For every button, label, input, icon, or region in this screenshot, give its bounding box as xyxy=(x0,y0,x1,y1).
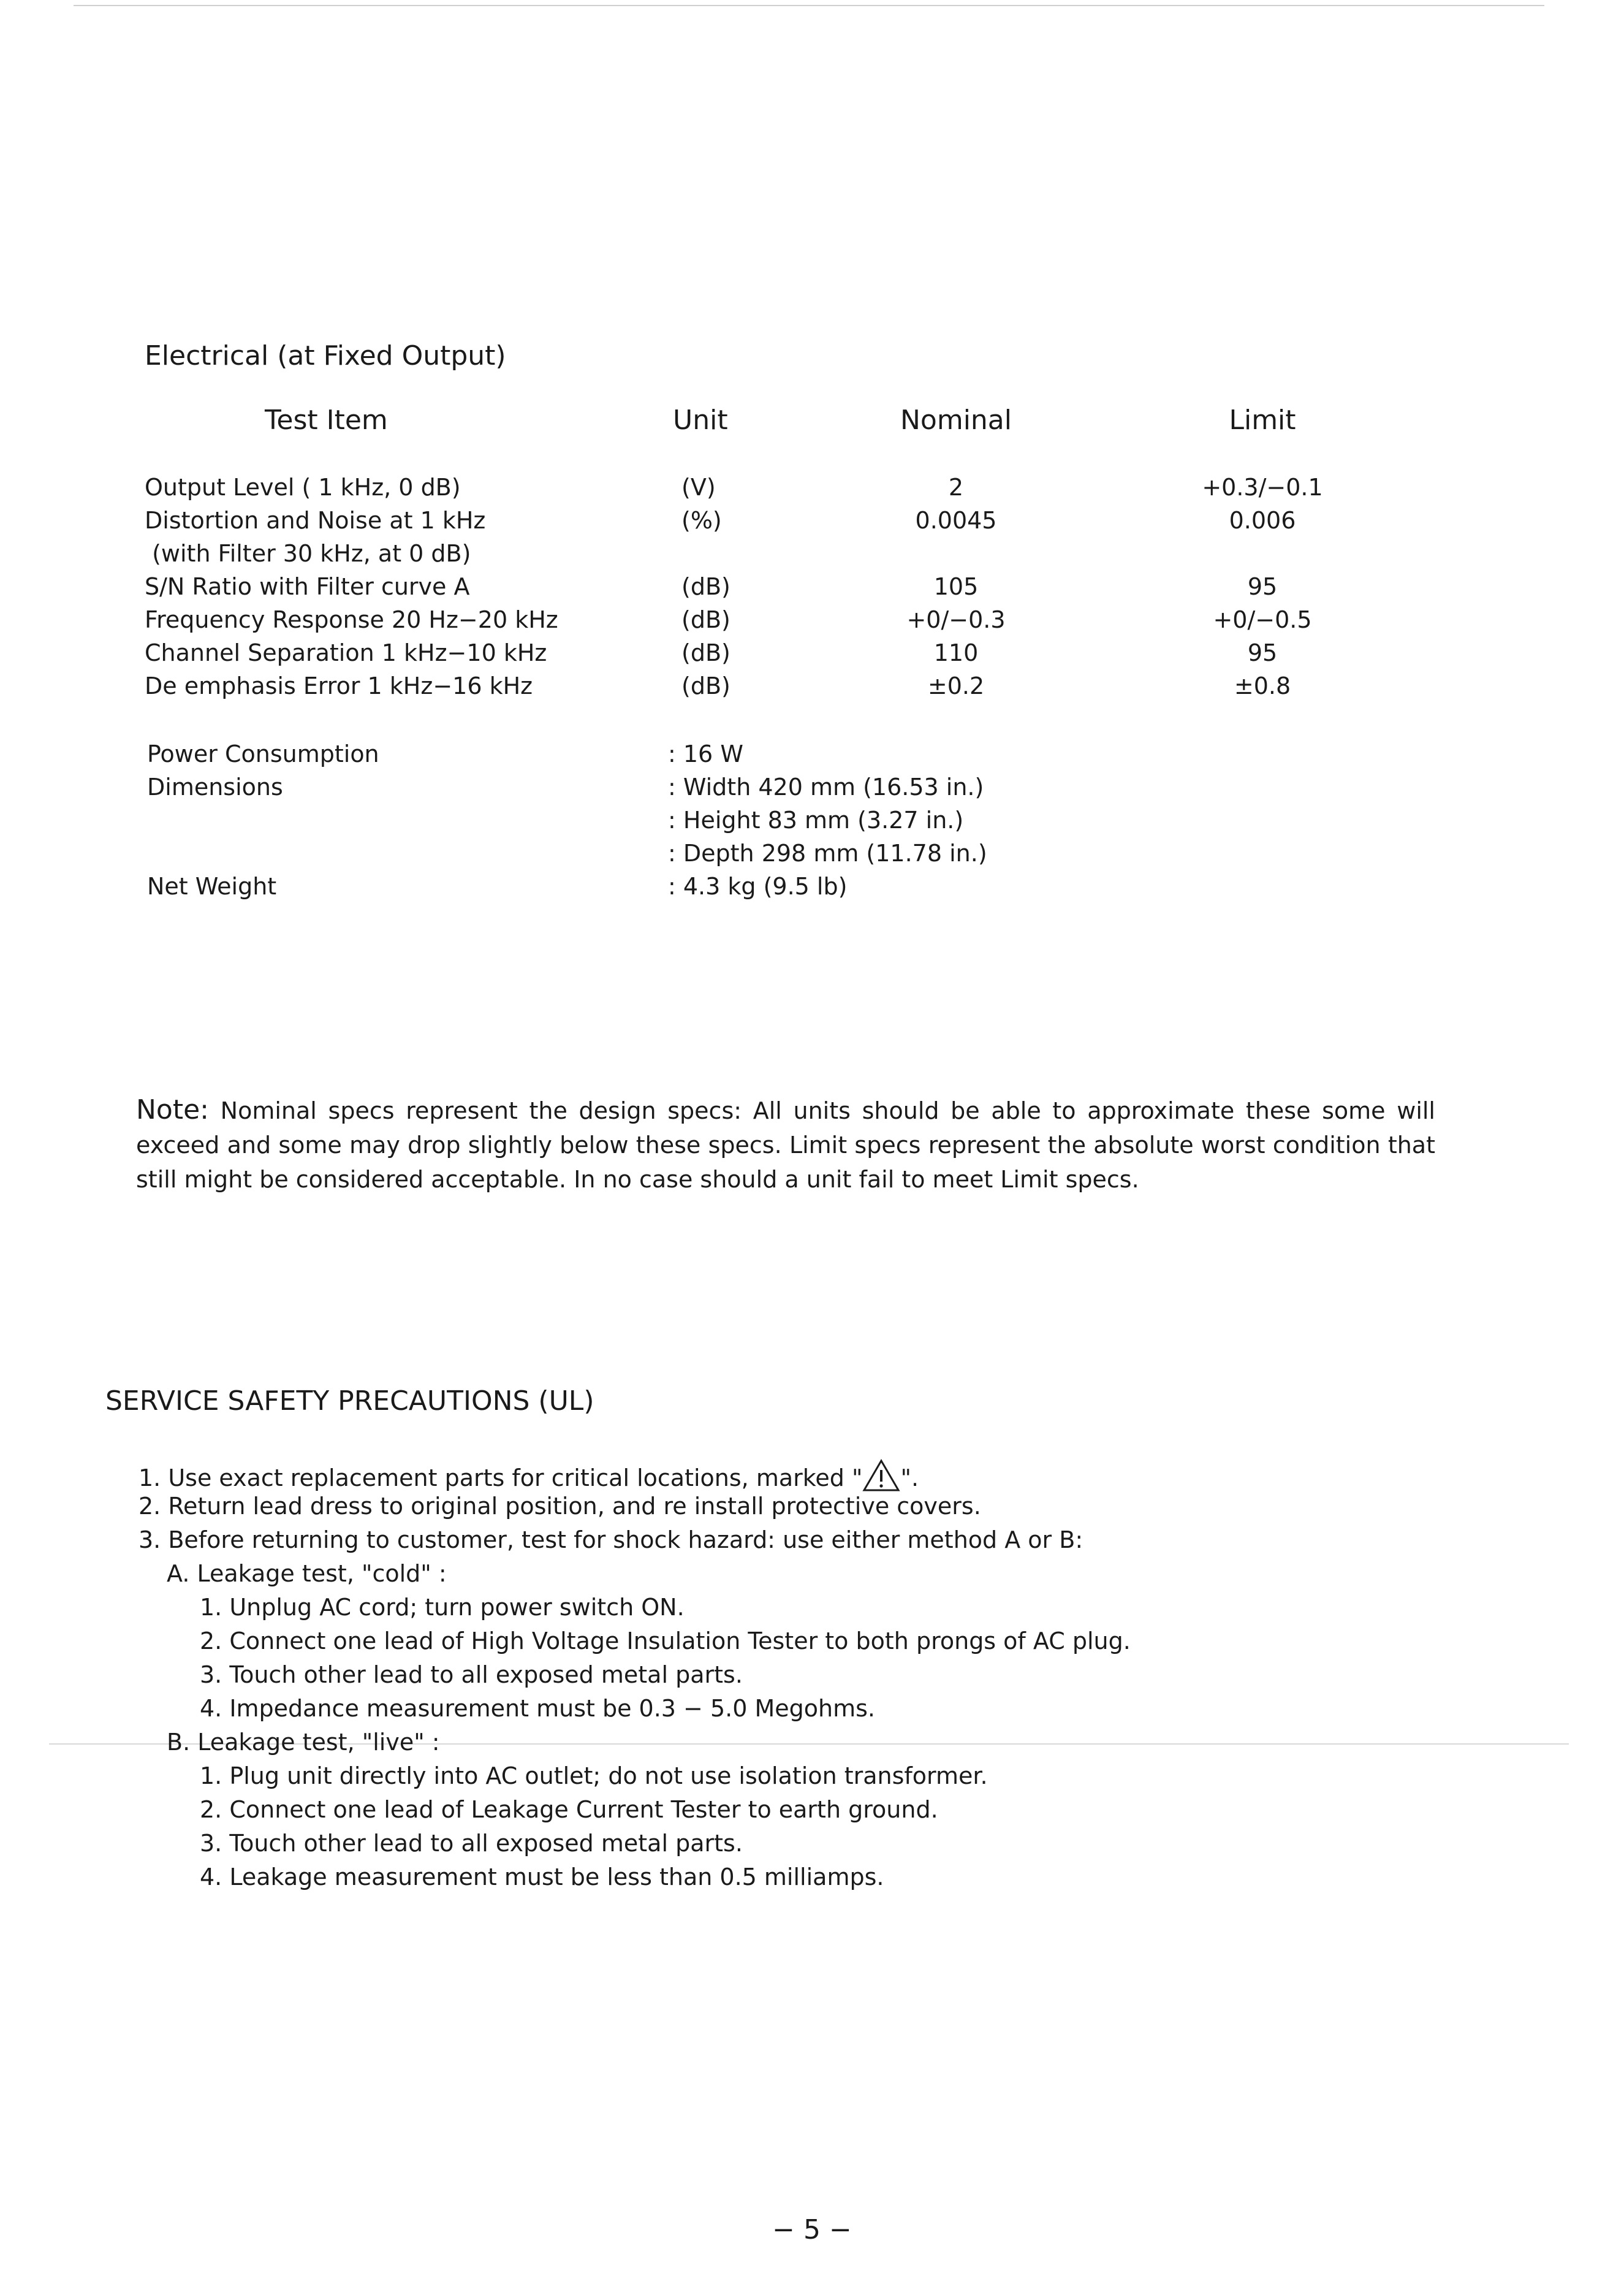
row-unit: (%) xyxy=(681,507,722,534)
row-item: Frequency Response 20 Hz−20 kHz xyxy=(145,606,558,633)
method-b-title: B. Leakage test, "live" : xyxy=(167,1729,440,1756)
table-row xyxy=(0,606,1624,639)
row-nominal: 110 xyxy=(933,639,979,666)
row-nominal: ±0.2 xyxy=(927,672,985,699)
row-limit: +0/−0.5 xyxy=(1213,606,1312,633)
table-row xyxy=(0,507,1624,540)
electrical-heading: Electrical (at Fixed Output) xyxy=(145,340,506,371)
row-nominal: 105 xyxy=(933,573,979,600)
power-consumption-row xyxy=(0,741,1624,774)
scan-edge-line xyxy=(74,5,1544,6)
power-label: Power Consumption xyxy=(147,741,379,767)
row-limit: +0.3/−0.1 xyxy=(1202,474,1323,501)
method-a-title: A. Leakage test, "cold" : xyxy=(167,1560,447,1587)
row-nominal: +0/−0.3 xyxy=(906,606,1006,633)
row-unit: (dB) xyxy=(681,672,730,699)
dimensions-label: Dimensions xyxy=(147,774,283,801)
method-b-step: 2. Connect one lead of Leakage Current Tester to earth ground. xyxy=(200,1796,938,1823)
row-limit: ±0.8 xyxy=(1234,672,1291,699)
row-nominal: 0.0045 xyxy=(915,507,997,534)
width-value: : Width 420 mm (16.53 in.) xyxy=(668,774,984,801)
safety-item-1 xyxy=(138,1459,919,1492)
power-value: : 16 W xyxy=(668,741,743,767)
method-b-step: 4. Leakage measurement must be less than 0.5 milliamps. xyxy=(200,1864,884,1890)
row-item: (with Filter 30 kHz, at 0 dB) xyxy=(145,540,471,567)
row-limit: 0.006 xyxy=(1229,507,1296,534)
row-nominal: 2 xyxy=(948,474,964,501)
row-limit: 95 xyxy=(1247,639,1278,666)
safety-heading: SERVICE SAFETY PRECAUTIONS (UL) xyxy=(105,1385,594,1417)
row-item: Distortion and Noise at 1 kHz xyxy=(145,507,486,534)
safety-item-1-text: 1. Use exact replacement parts for critical locations, marked " xyxy=(138,1464,863,1491)
row-unit: (dB) xyxy=(681,639,730,666)
column-unit: Unit xyxy=(673,405,728,436)
row-unit: (dB) xyxy=(681,606,730,633)
method-a-step: 1. Unplug AC cord; turn power switch ON. xyxy=(200,1594,685,1621)
table-row xyxy=(0,672,1624,706)
table-row xyxy=(0,540,1624,573)
net-weight-row xyxy=(0,873,1624,906)
row-limit: 95 xyxy=(1247,573,1278,600)
note-label: Note: xyxy=(136,1094,209,1125)
table-row xyxy=(0,573,1624,606)
depth-row xyxy=(0,840,1624,873)
weight-value: : 4.3 kg (9.5 lb) xyxy=(668,873,848,900)
weight-label: Net Weight xyxy=(147,873,277,900)
safety-item-2: 2. Return lead dress to original position, and re install protective covers. xyxy=(138,1493,981,1520)
method-a-step: 3. Touch other lead to all exposed metal parts. xyxy=(200,1661,743,1688)
row-item: Channel Separation 1 kHz−10 kHz xyxy=(145,639,547,666)
warning-triangle-icon xyxy=(862,1459,900,1492)
safety-item-1-end: ". xyxy=(900,1464,919,1491)
dimensions-row xyxy=(0,774,1624,807)
row-unit: (V) xyxy=(681,474,716,501)
row-item: S/N Ratio with Filter curve A xyxy=(145,573,470,600)
row-item: Output Level ( 1 kHz, 0 dB) xyxy=(145,474,461,501)
note-paragraph xyxy=(136,1093,1435,1197)
method-b-step: 1. Plug unit directly into AC outlet; do not use isolation transformer. xyxy=(200,1762,988,1789)
row-unit: (dB) xyxy=(681,573,730,600)
method-b-step: 3. Touch other lead to all exposed metal parts. xyxy=(200,1830,743,1857)
height-value: : Height 83 mm (3.27 in.) xyxy=(668,807,964,834)
column-limit: Limit xyxy=(1229,405,1296,436)
note-text: Nominal specs represent the design specs: All units should be able to approximate these some will exceed and some may drop slightly below these specs. Limit specs represent the absolute worst condition that still might be considered acceptable. In no case should a unit fail to meet Limit specs. xyxy=(136,1097,1435,1193)
column-nominal: Nominal xyxy=(900,405,1012,436)
page-number: − 5 − xyxy=(772,2214,852,2245)
safety-item-3: 3. Before returning to customer, test for shock hazard: use either method A or B: xyxy=(138,1526,1083,1553)
table-row xyxy=(0,474,1624,507)
method-a-step: 2. Connect one lead of High Voltage Insulation Tester to both prongs of AC plug. xyxy=(200,1628,1131,1654)
row-item: De emphasis Error 1 kHz−16 kHz xyxy=(145,672,533,699)
depth-value: : Depth 298 mm (11.78 in.) xyxy=(668,840,987,867)
column-test-item: Test Item xyxy=(265,405,388,436)
method-a-step: 4. Impedance measurement must be 0.3 − 5.0 Megohms. xyxy=(200,1695,875,1722)
height-row xyxy=(0,807,1624,840)
table-row xyxy=(0,639,1624,672)
